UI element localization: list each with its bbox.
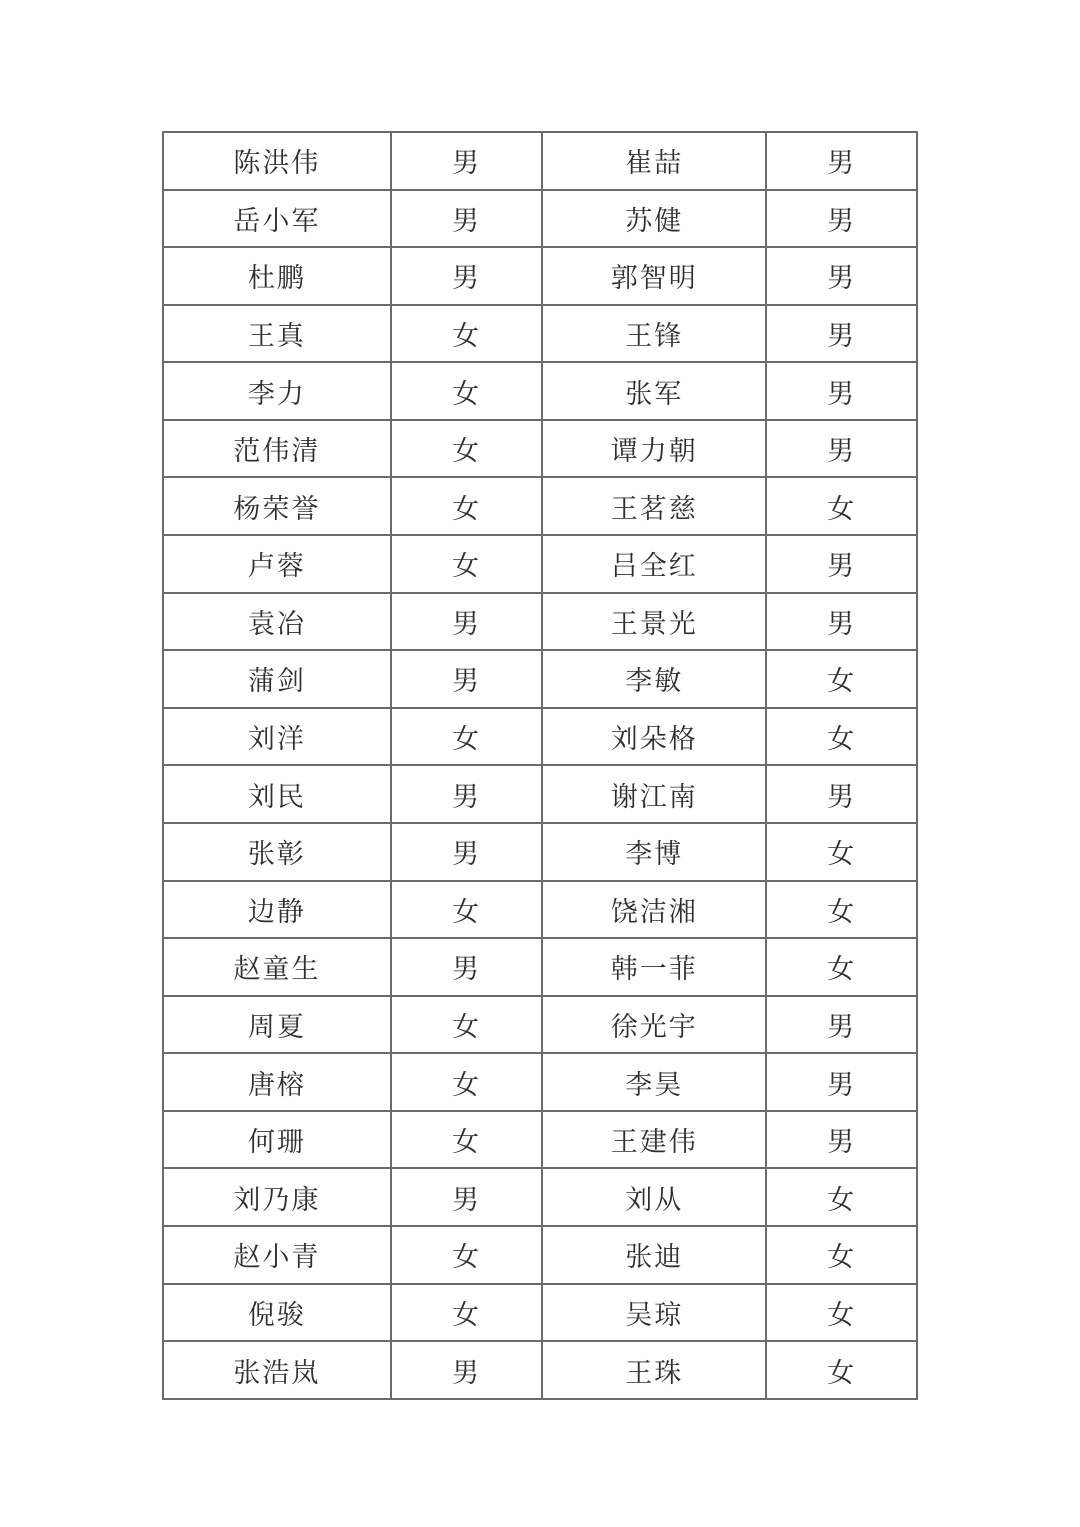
- name-cell: 崔喆: [542, 132, 766, 190]
- gender-cell: 女: [391, 881, 543, 939]
- table-row: [163, 1226, 917, 1284]
- gender-cell: 女: [391, 1284, 543, 1342]
- gender-cell: 男: [391, 132, 543, 190]
- name-cell: 王茗慈: [542, 477, 766, 535]
- roster-table: [162, 131, 918, 1400]
- name-cell: 杜鹏: [163, 247, 391, 305]
- gender-cell: 男: [766, 362, 917, 420]
- table-row: [163, 650, 917, 708]
- table-row: [163, 1053, 917, 1111]
- table-row: [163, 247, 917, 305]
- gender-cell: 女: [766, 1341, 917, 1399]
- name-cell: 卢蓉: [163, 535, 391, 593]
- gender-cell: 男: [766, 420, 917, 478]
- name-cell: 吕全红: [542, 535, 766, 593]
- gender-cell: 男: [766, 1053, 917, 1111]
- name-cell: 赵小青: [163, 1226, 391, 1284]
- roster-table-body: [163, 132, 917, 1399]
- gender-cell: 女: [391, 535, 543, 593]
- gender-cell: 男: [766, 1111, 917, 1169]
- gender-cell: 男: [766, 305, 917, 363]
- gender-cell: 女: [766, 708, 917, 766]
- table-row: [163, 708, 917, 766]
- name-cell: 张浩岚: [163, 1341, 391, 1399]
- name-cell: 李力: [163, 362, 391, 420]
- gender-cell: 女: [766, 1168, 917, 1226]
- name-cell: 王真: [163, 305, 391, 363]
- name-cell: 徐光宇: [542, 996, 766, 1054]
- name-cell: 吴琼: [542, 1284, 766, 1342]
- gender-cell: 男: [391, 593, 543, 651]
- gender-cell: 女: [391, 305, 543, 363]
- name-cell: 张彰: [163, 823, 391, 881]
- name-cell: 李敏: [542, 650, 766, 708]
- table-row: [163, 1168, 917, 1226]
- name-cell: 陈洪伟: [163, 132, 391, 190]
- gender-cell: 男: [391, 823, 543, 881]
- name-cell: 饶洁湘: [542, 881, 766, 939]
- name-cell: 刘朵格: [542, 708, 766, 766]
- name-cell: 张军: [542, 362, 766, 420]
- name-cell: 王景光: [542, 593, 766, 651]
- gender-cell: 女: [391, 362, 543, 420]
- name-cell: 郭智明: [542, 247, 766, 305]
- gender-cell: 女: [391, 1226, 543, 1284]
- table-row: [163, 823, 917, 881]
- name-cell: 刘从: [542, 1168, 766, 1226]
- gender-cell: 男: [766, 190, 917, 248]
- gender-cell: 男: [766, 535, 917, 593]
- name-cell: 苏健: [542, 190, 766, 248]
- gender-cell: 女: [766, 938, 917, 996]
- table-row: [163, 190, 917, 248]
- name-cell: 边静: [163, 881, 391, 939]
- gender-cell: 男: [766, 593, 917, 651]
- name-cell: 杨荣誉: [163, 477, 391, 535]
- table-row: [163, 881, 917, 939]
- name-cell: 倪骏: [163, 1284, 391, 1342]
- name-cell: 周夏: [163, 996, 391, 1054]
- gender-cell: 男: [391, 938, 543, 996]
- gender-cell: 女: [391, 477, 543, 535]
- name-cell: 刘民: [163, 765, 391, 823]
- name-cell: 蒲剑: [163, 650, 391, 708]
- name-cell: 刘洋: [163, 708, 391, 766]
- gender-cell: 男: [766, 247, 917, 305]
- name-cell: 李昊: [542, 1053, 766, 1111]
- gender-cell: 男: [766, 996, 917, 1054]
- name-cell: 王珠: [542, 1341, 766, 1399]
- name-cell: 范伟清: [163, 420, 391, 478]
- gender-cell: 男: [391, 190, 543, 248]
- table-row: [163, 938, 917, 996]
- gender-cell: 女: [766, 823, 917, 881]
- gender-cell: 女: [766, 477, 917, 535]
- gender-cell: 女: [766, 1284, 917, 1342]
- name-cell: 袁冶: [163, 593, 391, 651]
- gender-cell: 女: [766, 1226, 917, 1284]
- gender-cell: 女: [766, 650, 917, 708]
- gender-cell: 男: [766, 132, 917, 190]
- name-cell: 王建伟: [542, 1111, 766, 1169]
- name-cell: 赵童生: [163, 938, 391, 996]
- table-row: [163, 1341, 917, 1399]
- name-cell: 谢江南: [542, 765, 766, 823]
- gender-cell: 男: [391, 247, 543, 305]
- gender-cell: 女: [391, 708, 543, 766]
- name-cell: 王锋: [542, 305, 766, 363]
- name-cell: 张迪: [542, 1226, 766, 1284]
- table-row: [163, 1111, 917, 1169]
- table-row: [163, 593, 917, 651]
- gender-cell: 女: [391, 1053, 543, 1111]
- gender-cell: 女: [766, 881, 917, 939]
- name-cell: 唐榕: [163, 1053, 391, 1111]
- table-row: [163, 132, 917, 190]
- table-row: [163, 362, 917, 420]
- gender-cell: 女: [391, 996, 543, 1054]
- table-row: [163, 1284, 917, 1342]
- table-row: [163, 420, 917, 478]
- gender-cell: 男: [766, 765, 917, 823]
- gender-cell: 男: [391, 1341, 543, 1399]
- gender-cell: 男: [391, 765, 543, 823]
- table-row: [163, 477, 917, 535]
- name-cell: 李博: [542, 823, 766, 881]
- gender-cell: 女: [391, 420, 543, 478]
- gender-cell: 女: [391, 1111, 543, 1169]
- table-row: [163, 535, 917, 593]
- table-row: [163, 305, 917, 363]
- name-cell: 岳小军: [163, 190, 391, 248]
- name-cell: 何珊: [163, 1111, 391, 1169]
- table-row: [163, 996, 917, 1054]
- name-cell: 谭力朝: [542, 420, 766, 478]
- gender-cell: 男: [391, 1168, 543, 1226]
- name-cell: 刘乃康: [163, 1168, 391, 1226]
- table-row: [163, 765, 917, 823]
- gender-cell: 男: [391, 650, 543, 708]
- name-cell: 韩一菲: [542, 938, 766, 996]
